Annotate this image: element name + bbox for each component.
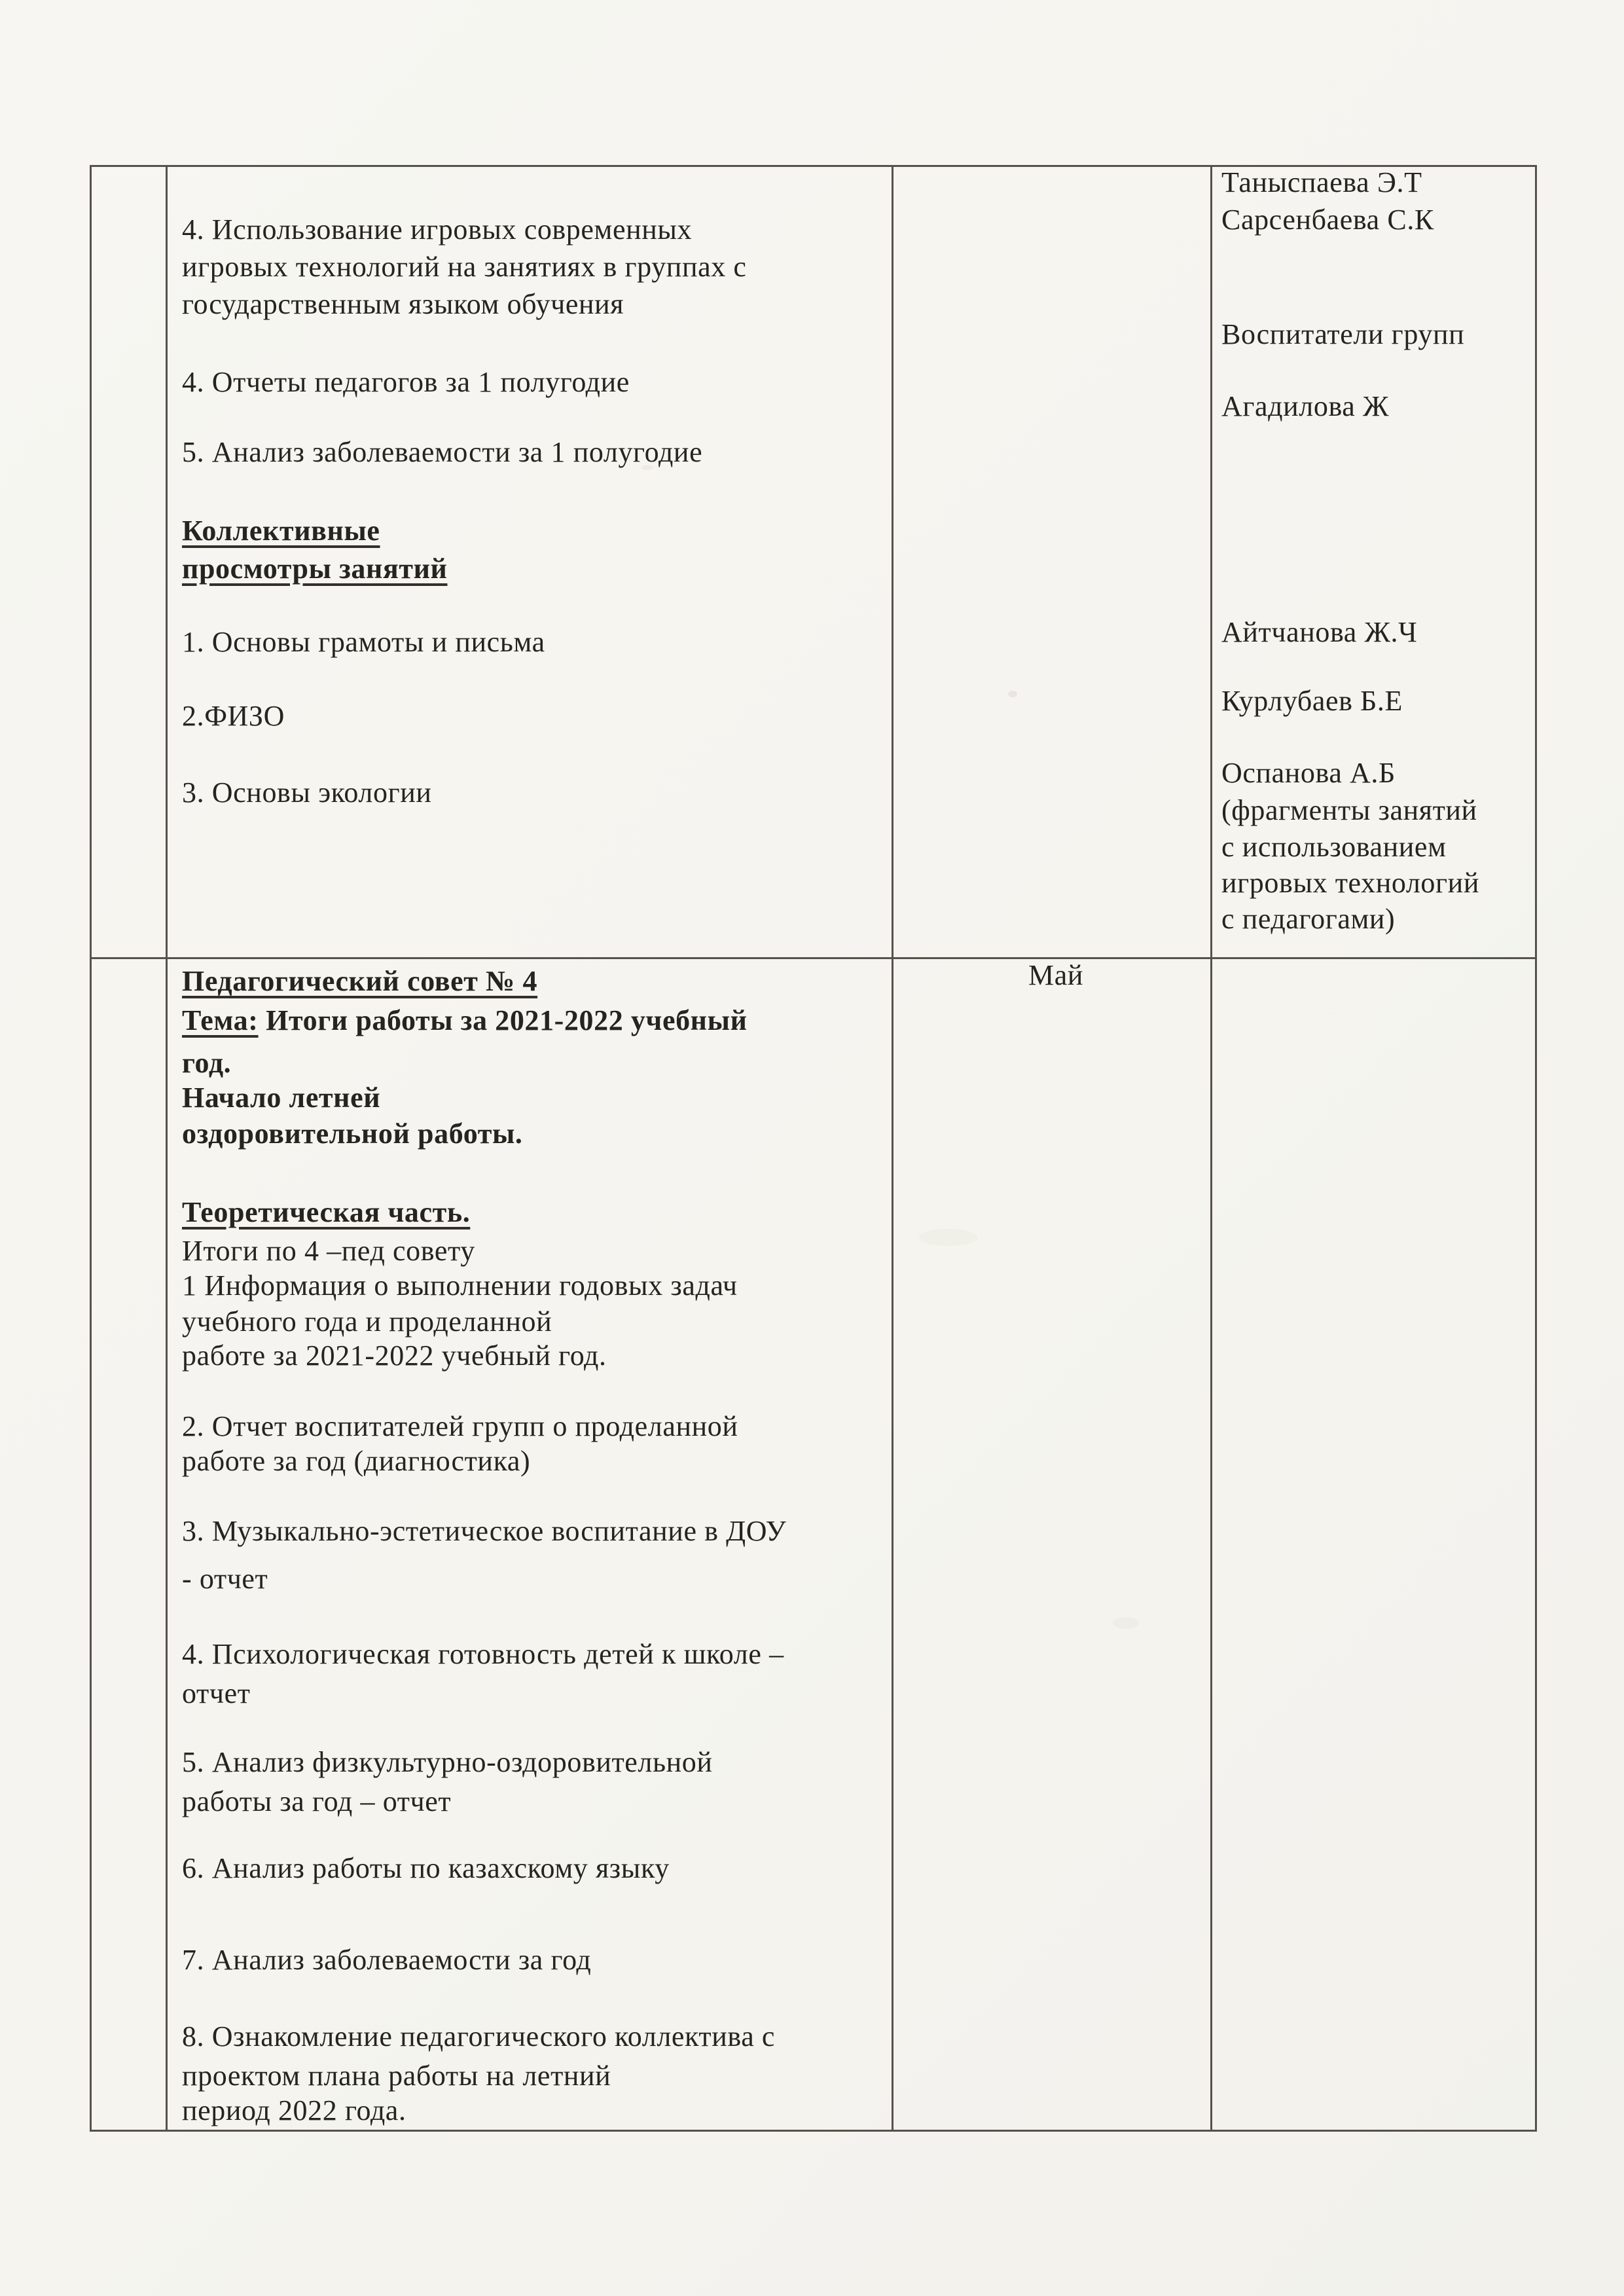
collective-views-heading-line: просмотры занятий	[182, 553, 448, 585]
agenda-line: период 2022 года.	[182, 2094, 406, 2126]
activity-line: игровых технологий на занятиях в группах с	[182, 251, 747, 283]
responsible-person: Таныспаева Э.Т	[1221, 166, 1422, 198]
table-border-right	[1535, 165, 1537, 2132]
agenda-line: Итоги по 4 –пед совету	[182, 1235, 475, 1267]
collective-item: 2.ФИЗО	[182, 700, 285, 732]
responsible-note-line: с педагогами)	[1221, 903, 1396, 935]
responsible-person: Сарсенбаева С.К	[1221, 204, 1434, 236]
agenda-line: 1 Информация о выполнении годовых задач	[182, 1269, 738, 1302]
agenda-line: проектом плана работы на летний	[182, 2060, 611, 2092]
theme-continuation: год.	[182, 1047, 232, 1079]
collective-item: 1. Основы грамоты и письма	[182, 626, 545, 658]
agenda-line: 4. Психологическая готовность детей к школе –	[182, 1638, 784, 1670]
theoretical-part-heading: Теоретическая часть.	[182, 1196, 471, 1228]
agenda-line: 7. Анализ заболеваемости за год	[182, 1944, 592, 1976]
responsible-person: Айтчанова Ж.Ч	[1221, 616, 1418, 648]
theme-text: Итоги работы за 2021-2022 учебный	[258, 1004, 748, 1036]
scan-smudge	[1008, 691, 1017, 697]
responsible-person: Курлубаев Б.Е	[1221, 685, 1403, 717]
table-border-bottom	[90, 2130, 1537, 2132]
column-separator-number	[166, 165, 168, 2132]
activity-line: 5. Анализ заболеваемости за 1 полугодие	[182, 436, 703, 468]
scan-smudge	[1113, 1617, 1139, 1629]
responsible-note-line: (фрагменты занятий	[1221, 794, 1477, 826]
agenda-line: работе за 2021-2022 учебный год.	[182, 1339, 607, 1372]
agenda-line: - отчет	[182, 1563, 268, 1595]
agenda-line: учебного года и проделанной	[182, 1305, 552, 1338]
agenda-line: работы за год – отчет	[182, 1785, 452, 1817]
activity-line: 4. Использование игровых современных	[182, 213, 693, 246]
agenda-line: 2. Отчет воспитателей групп о проделанной	[182, 1410, 738, 1442]
collective-item: 3. Основы экологии	[182, 776, 432, 809]
pedsovet-title: Педагогический совет № 4	[182, 965, 538, 997]
agenda-line: 3. Музыкально-эстетическое воспитание в ДОУ	[182, 1515, 787, 1547]
agenda-line: 6. Анализ работы по казахскому языку	[182, 1852, 670, 1884]
summer-program-line: Начало летней	[182, 1082, 381, 1114]
month-label: Май	[1028, 959, 1083, 991]
responsible-person: Оспанова А.Б	[1221, 757, 1396, 789]
activity-line: государственным языком обучения	[182, 288, 624, 320]
scan-smudge	[919, 1229, 978, 1246]
collective-views-heading-line: Коллективные	[182, 515, 380, 547]
activity-line: 4. Отчеты педагогов за 1 полугодие	[182, 366, 630, 398]
responsible-person: Агадилова Ж	[1221, 390, 1389, 422]
pedsovet-theme	[182, 1005, 748, 1036]
agenda-line: отчет	[182, 1677, 251, 1709]
agenda-line: 8. Ознакомление педагогического коллектива с	[182, 2020, 776, 2052]
agenda-line: 5. Анализ физкультурно-оздоровительной	[182, 1746, 713, 1778]
scan-smudge	[641, 465, 653, 470]
column-separator-responsible	[1210, 165, 1212, 2132]
column-separator-month	[892, 165, 893, 2132]
table-row-separator	[90, 957, 1537, 959]
summer-program-line: оздоровительной работы.	[182, 1118, 523, 1150]
agenda-line: работе за год (диагностика)	[182, 1445, 531, 1477]
responsible-note-line: с использованием	[1221, 831, 1447, 863]
table-border-left	[90, 165, 92, 2132]
responsible-note-line: игровых технологий	[1221, 867, 1479, 899]
theme-label: Тема:	[182, 1004, 259, 1036]
responsible-person: Воспитатели групп	[1221, 318, 1465, 350]
